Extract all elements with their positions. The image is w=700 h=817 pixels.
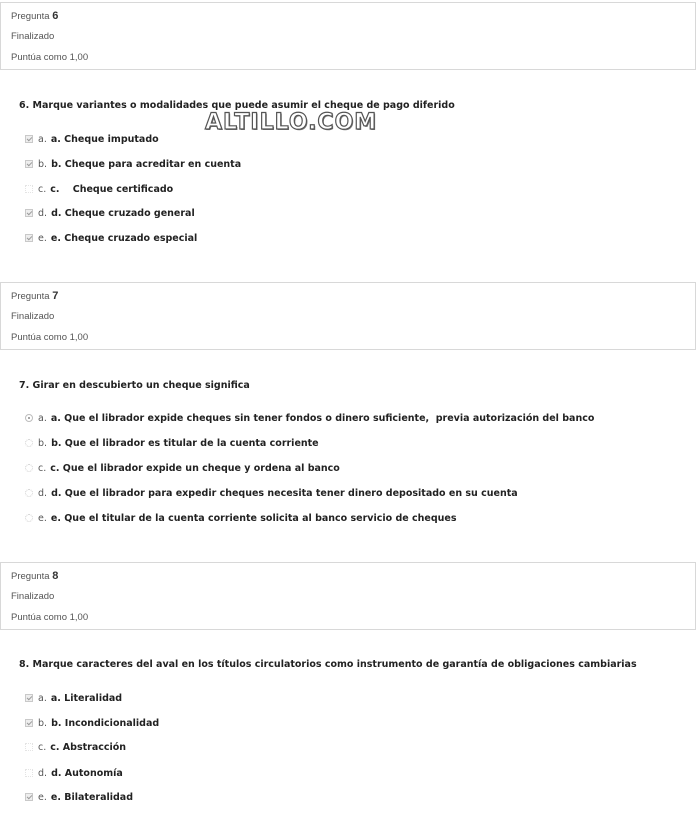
option-label: e. Bilateralidad (50, 792, 134, 803)
option-letter: d. (38, 208, 48, 219)
checkbox-checked[interactable] (25, 209, 33, 217)
question-header (11, 290, 58, 302)
option-8c[interactable] (25, 741, 126, 755)
checkbox-checked[interactable] (25, 135, 33, 143)
question-label: Pregunta (11, 291, 50, 302)
option-letter: b. (38, 718, 48, 729)
checkbox-unchecked[interactable] (25, 769, 33, 777)
checkbox-checked[interactable] (25, 160, 33, 168)
watermark: ALTILLO.COM (205, 110, 378, 135)
option-letter: a. (38, 413, 47, 424)
question-status: Finalizado (11, 31, 55, 42)
question-status: Finalizado (11, 591, 55, 602)
question-number: 8 (52, 570, 59, 582)
question-number: 6 (52, 10, 59, 22)
option-8d[interactable] (25, 767, 123, 781)
option-letter: b. (38, 438, 48, 449)
option-letter: b. (38, 159, 48, 170)
option-letter: e. (38, 233, 47, 244)
radio-selected[interactable] (25, 414, 33, 422)
question-number: 7 (52, 290, 59, 302)
option-7b[interactable] (25, 437, 319, 451)
question-text: 8. Marque caracteres del aval en los títulos circulatorios como instrumento de garantía de obligaciones cambiarias (19, 659, 637, 670)
option-label: a. Literalidad (50, 693, 123, 704)
option-label: b. Incondicionalidad (51, 718, 160, 729)
option-label: d. Autonomía (51, 768, 123, 779)
option-6b[interactable] (25, 158, 241, 172)
option-label: e. Que el titular de la cuenta corriente solicita al banco servicio de cheques (50, 513, 457, 524)
option-label: b. Cheque para acreditar en cuenta (51, 159, 242, 170)
option-label: c. Abstracción (50, 742, 127, 753)
radio-unselected[interactable] (25, 514, 33, 522)
checkbox-unchecked[interactable] (25, 743, 33, 751)
option-7d[interactable] (25, 487, 518, 501)
option-letter: a. (38, 134, 47, 145)
question-header (11, 570, 58, 582)
checkbox-checked[interactable] (25, 694, 33, 702)
question-label: Pregunta (11, 11, 50, 22)
radio-unselected[interactable] (25, 439, 33, 447)
option-7e[interactable] (25, 512, 457, 526)
option-label: c. Cheque certificado (50, 184, 174, 195)
option-letter: c. (38, 742, 47, 753)
option-6d[interactable] (25, 207, 195, 221)
question-label: Pregunta (11, 571, 50, 582)
question-info-8 (0, 562, 696, 630)
question-text: 7. Girar en descubierto un cheque significa (19, 380, 250, 391)
option-7c[interactable] (25, 462, 340, 476)
question-info-7 (0, 282, 696, 350)
option-8b[interactable] (25, 717, 159, 731)
option-label: e. Cheque cruzado especial (50, 233, 198, 244)
checkbox-unchecked[interactable] (25, 185, 33, 193)
question-text: 6. Marque variantes o modalidades que puede asumir el cheque de pago diferido (19, 100, 455, 111)
option-label: b. Que el librador es titular de la cuenta corriente (51, 438, 319, 449)
question-info-6 (0, 2, 696, 70)
option-8a[interactable] (25, 692, 122, 706)
option-letter: c. (38, 184, 47, 195)
option-8e[interactable] (25, 791, 133, 805)
option-7a[interactable] (25, 412, 594, 426)
option-6a[interactable] (25, 133, 159, 147)
question-score: Puntúa como 1,00 (11, 612, 89, 623)
checkbox-checked[interactable] (25, 234, 33, 242)
option-letter: d. (38, 488, 48, 499)
question-header (11, 10, 58, 22)
radio-unselected[interactable] (25, 489, 33, 497)
option-letter: c. (38, 463, 47, 474)
option-6e[interactable] (25, 232, 197, 246)
checkbox-checked[interactable] (25, 719, 33, 727)
option-label: d. Que el librador para expedir cheques necesita tener dinero depositado en su cuenta (51, 488, 518, 499)
question-score: Puntúa como 1,00 (11, 52, 89, 63)
option-label: a. Cheque imputado (50, 134, 159, 145)
option-letter: e. (38, 513, 47, 524)
question-score: Puntúa como 1,00 (11, 332, 89, 343)
option-label: a. Que el librador expide cheques sin tener fondos o dinero suficiente, previa autorización del banco (50, 413, 595, 424)
checkbox-checked[interactable] (25, 793, 33, 801)
option-label: c. Que el librador expide un cheque y ordena al banco (50, 463, 340, 474)
option-label: d. Cheque cruzado general (51, 208, 195, 219)
radio-unselected[interactable] (25, 464, 33, 472)
option-letter: d. (38, 768, 48, 779)
question-status: Finalizado (11, 311, 55, 322)
option-6c[interactable] (25, 183, 173, 197)
option-letter: a. (38, 693, 47, 704)
option-letter: e. (38, 792, 47, 803)
